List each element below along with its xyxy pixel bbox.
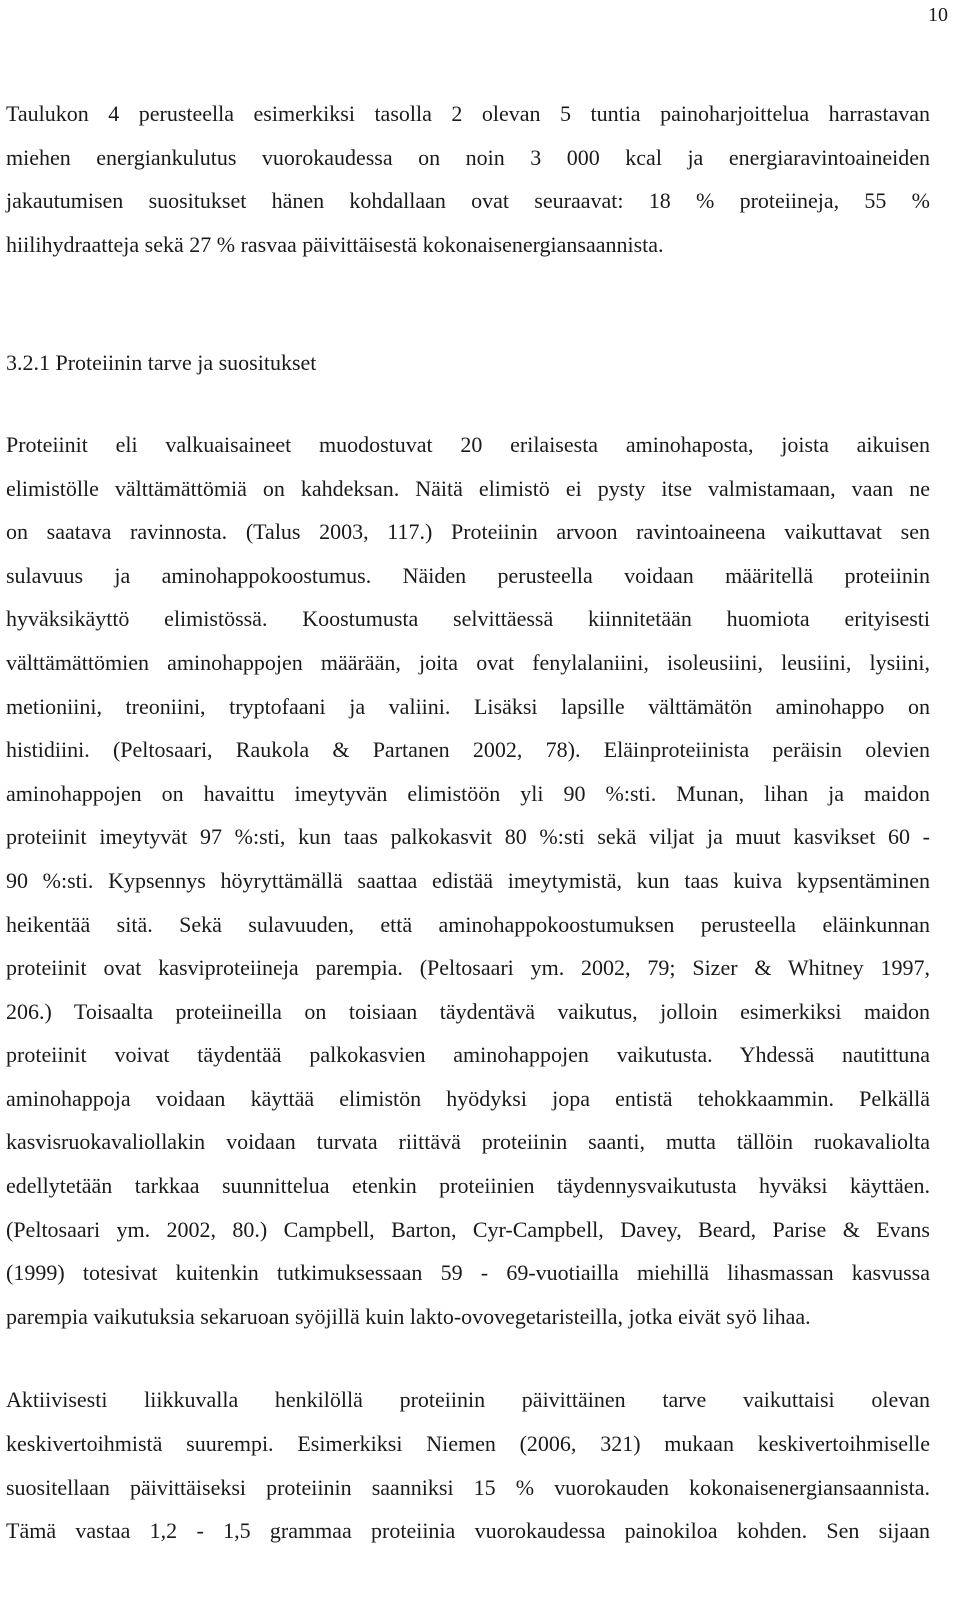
text-line: keskivertoihmistä suurempi. Esimerkiksi Niemen (2006, 321) mukaan keskivertoihmiselle [6,1431,930,1457]
text-line: aminohappoja voidaan käyttää elimistön hyödyksi jopa entistä tehokkaammin. Pelkällä [6,1085,930,1111]
paragraph-energy-example [6,92,930,266]
text-line: 90 %:sti. Kypsennys höyryttämällä saattaa edistää imeytymistä, kun taas kuiva kypsentäminen [6,867,930,893]
document-body [6,92,930,1553]
text-line: proteiinit voivat täydentää palkokasvien aminohappojen vaikutusta. Yhdessä nautittuna [6,1042,930,1068]
text-line: (Peltosaari ym. 2002, 80.) Campbell, Barton, Cyr-Campbell, Davey, Beard, Parise & Evans [6,1216,930,1242]
page-number: 10 [928,4,948,26]
text-line: (1999) totesivat kuitenkin tutkimuksessaan 59 - 69-vuotiailla miehillä lihasmassan kasvussa [6,1260,930,1286]
text-line: hiilihydraatteja sekä 27 % rasvaa päivittäisestä kokonaisenergiansaannista. [6,231,664,257]
text-line: edellytetään tarkkaa suunnittelua etenkin proteiinien täydennysvaikutusta hyväksi käyttäen. [6,1173,930,1199]
text-line: Aktiivisesti liikkuvalla henkilöllä proteiinin päivittäinen tarve vaikuttaisi olevan [6,1387,930,1413]
text-line: Tämä vastaa 1,2 - 1,5 grammaa proteiinia vuorokaudessa painokiloa kohden. Sen sijaan [6,1518,930,1544]
text-line: on saatava ravinnosta. (Talus 2003, 117.) Proteiinin arvoon ravintoaineena vaikuttavat sen [6,519,930,545]
text-line: 206.) Toisaalta proteiineilla on toisiaan täydentävä vaikutus, jolloin esimerkiksi maidon [6,998,930,1024]
text-line: proteiinit ovat kasviproteiineja parempia. (Peltosaari ym. 2002, 79; Sizer & Whitney 1997, [6,955,930,981]
text-line: hyväksikäyttö elimistössä. Koostumusta selvittäessä kiinnitetään huomiota erityisesti [6,606,930,632]
text-line: sulavuus ja aminohappokoostumus. Näiden perusteella voidaan määritellä proteiinin [6,562,930,588]
text-line: histidiini. (Peltosaari, Raukola & Partanen 2002, 78). Eläinproteiinista peräisin olevien [6,737,930,763]
text-line: miehen energiankulutus vuorokaudessa on noin 3 000 kcal ja energiaravintoaineiden [6,144,930,170]
text-line: aminohappojen on havaittu imeytyvän elimistöön yli 90 %:sti. Munan, lihan ja maidon [6,780,930,806]
text-line: parempia vaikutuksia sekaruoan syöjillä kuin lakto-ovovegetaristeilla, jotka eivät syö lihaa. [6,1303,811,1329]
text-line: kasvisruokavaliollakin voidaan turvata riittävä proteiinin saanti, mutta tällöin ruokavaliolta [6,1129,930,1155]
text-line: jakautumisen suositukset hänen kohdallaan ovat seuraavat: 18 % proteiineja, 55 % [6,188,930,214]
text-line: välttämättömien aminohappojen määrään, joita ovat fenylalaniini, isoleusiini, leusiini, lysiini, [6,649,930,675]
text-line: Taulukon 4 perusteella esimerkiksi tasolla 2 olevan 5 tuntia painoharjoittelua harrastavan [6,101,930,126]
text-line: proteiinit imeytyvät 97 %:sti, kun taas palkokasvit 80 %:sti sekä viljat ja muut kasvikset 60 - [6,824,930,850]
text-line: heikentää sitä. Sekä sulavuuden, että aminohappokoostumuksen perusteella eläinkunnan [6,911,930,937]
paragraph-protein-requirements [6,423,930,1338]
paragraph-active-person-protein [6,1378,930,1552]
text-line: suositellaan päivittäiseksi proteiinin saanniksi 15 % vuorokauden kokonaisenergiansaannista. [6,1474,930,1500]
text-line: metioniini, treoniini, tryptofaani ja valiini. Lisäksi lapsille välttämätön aminohappo on [6,693,930,719]
section-heading: 3.2.1 Proteiinin tarve ja suositukset [6,350,317,376]
text-line: elimistölle välttämättömiä on kahdeksan. Näitä elimistö ei pysty itse valmistamaan, vaan ne [6,475,930,501]
text-line: Proteiinit eli valkuaisaineet muodostuvat 20 erilaisesta aminohaposta, joista aikuisen [6,431,930,457]
